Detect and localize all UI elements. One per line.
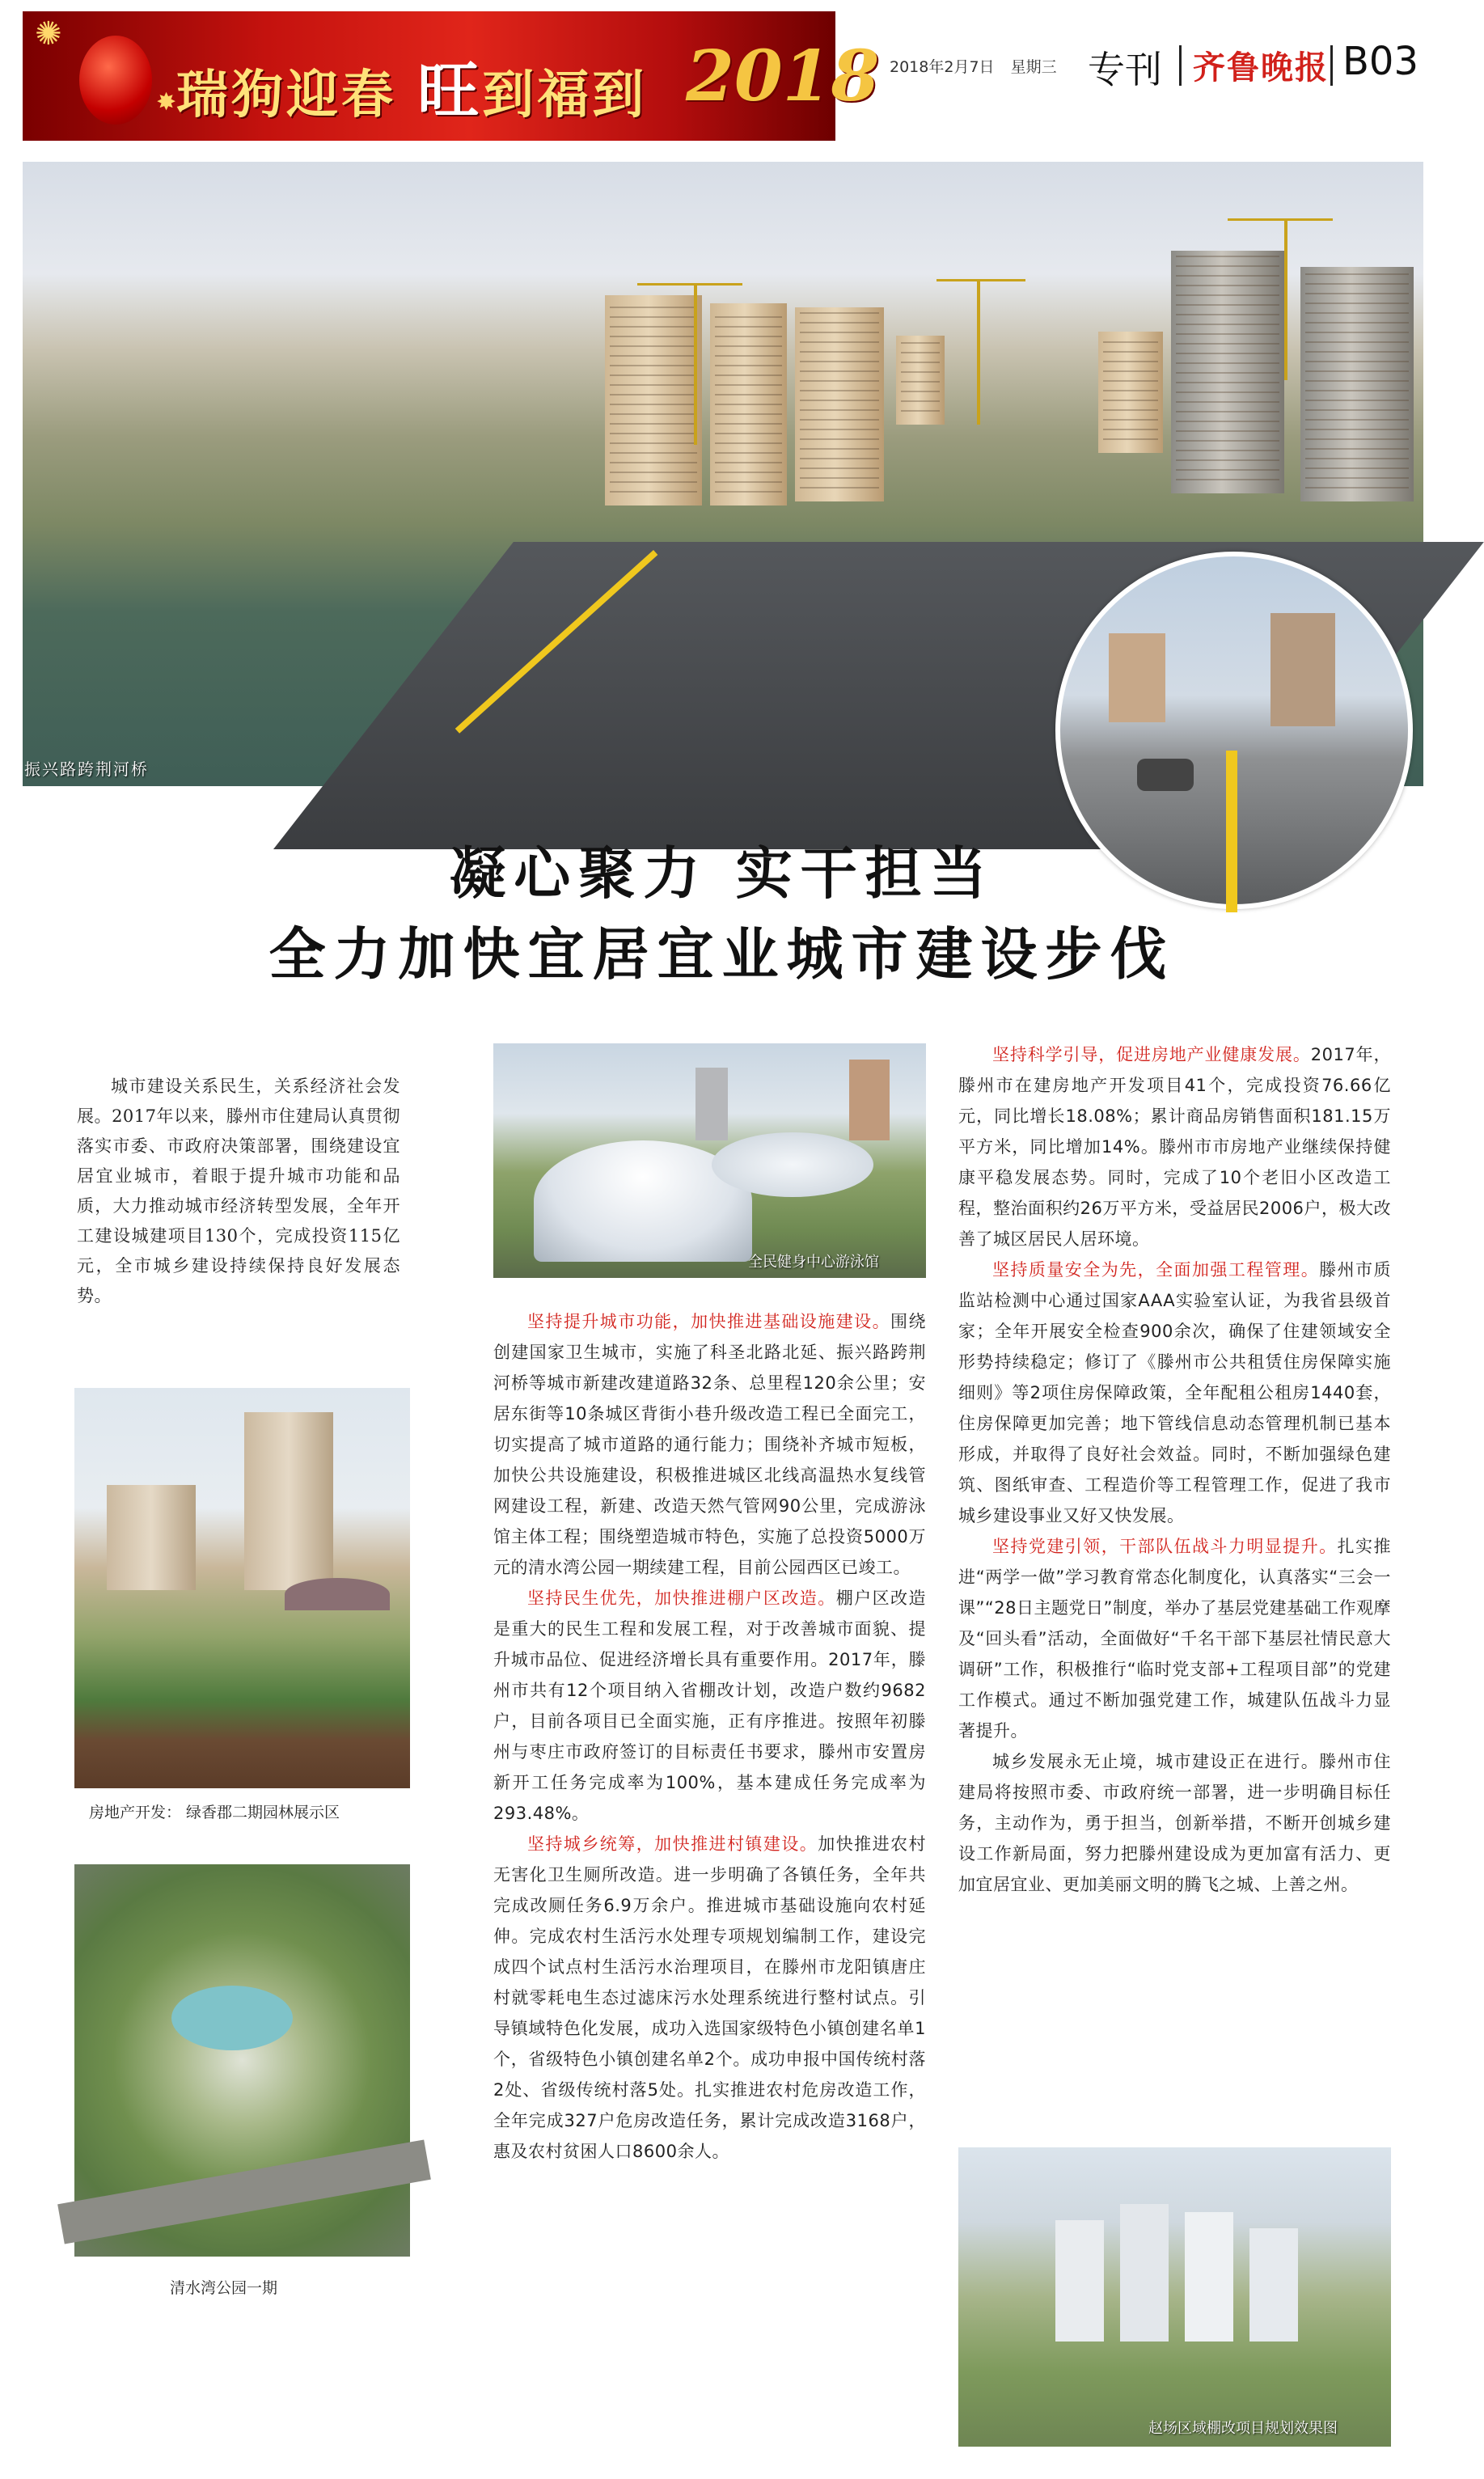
crane [1284,218,1287,380]
paragraph-lead: 坚持提升城市功能，加快推进基础设施建设。 [527,1312,891,1331]
stadium-caption: 全民健身中心游泳馆 [748,1254,879,1271]
building [710,303,787,506]
divider [1179,45,1182,86]
park-caption: 清水湾公园一期 [170,2279,278,2297]
building [1120,2204,1169,2342]
firework-icon: ✸ [156,88,177,116]
paragraph-body: 棚户区改造是重大的民生工程和发展工程，对于改善城市面貌、提升城市品位、促进经济增长具有重要作用。2017年，滕州市共有12个项目纳入省棚改计划，改造户数约9682户，目前各项目已全面实施，正有序推进。按照年初滕州与枣庄市政府签订的目标责任书要求，滕州市安置房新开工任务完成率为100%，基本建成任务完成率为293.48%。 [493,1589,927,1823]
intro-paragraph: 城市建设关系民生，关系经济社会发展。2017年以来，滕州市住建局认真贯彻落实市委、市政府决策部署，围绕建设宜居宜业城市，着眼于提升城市功能和品质，大力推动城市经济转型发展，全年开工建设城建项目130个，完成投资115亿元，全市城乡建设持续保持良好发展态势。 [77,1077,400,1305]
park-aerial-photo [74,1864,410,2257]
article-column-3 [958,1039,1391,1900]
building [795,307,884,501]
hero-caption: 振兴路跨荆河桥 [24,759,149,779]
paragraph-quality [958,1254,1391,1531]
paragraph-party [958,1531,1391,1746]
building [1185,2212,1233,2342]
paragraph-body: 加快推进农村无害化卫生厕所改造。进一步明确了各镇任务，全年共完成改厕任务6.9万余户。推进城市基础设施向农村延伸。完成农村生活污水处理专项规划编制工作，建设完成四个试点村生活污水治理项目，在滕州市龙阳镇唐庄村就零耗电生态过滤床污水处理系统进行整村试点。引导镇域特色化发展，成功入选国家级特色小镇创建名单1个，省级特色小镇创建名单2个。成功申报中国传统村落2处、省级传统村落5处。扎实推进农村危房改造工作，全年完成327户危房改造任务，累计完成改造3168户，惠及农村贫困人口8600余人。 [493,1834,927,2161]
building [1055,2220,1104,2342]
crane-arm [637,283,742,286]
paragraph-real-estate [958,1039,1391,1254]
building [605,295,702,506]
render-caption: 赵场区域棚改项目规划效果图 [1148,2420,1338,2437]
paragraph-shantytown [493,1583,926,1829]
car [1137,759,1194,791]
paragraph-body: 扎实推进“两学一做”学习教育常态化制度化，认真落实“三会一课”“28日主题党日”制度，举办了基层党建基础工作观摩及“回头看”活动，全面做好“千名干部下基层社情民意大调研”工作，积极推行“临时党支部+工程项目部”的党建工作模式。通过不断加强党建工作，城建队伍战斗力显著提升。 [958,1537,1391,1741]
article-column-2 [493,1306,926,2167]
garden-photo [74,1388,410,1788]
banner-year: 2018 [686,36,880,117]
stadium-photo [493,1043,926,1278]
planning-render-photo [958,2147,1391,2447]
building [1109,633,1165,722]
paragraph-infrastructure [493,1306,926,1583]
date-text: 2018年2月7日 [890,58,995,76]
newspaper-name: 齐鲁晚报 [1193,49,1329,87]
paragraph-closing: 城乡发展永无止境，城市建设正在进行。滕州市住建局将按照市委、市政府统一部署，进一步明确目标任务，主动作为，勇于担当，创新举措，不断开创城乡建设工作新局面，努力把滕州建设成为更加富有活力、更加宜居宜业、更加美丽文明的腾飞之城、上善之州。 [958,1752,1391,1894]
divider [1330,45,1333,86]
paragraph-lead: 坚持质量安全为先，全面加强工程管理。 [992,1260,1320,1280]
building [849,1060,890,1140]
paragraph-body: 2017年，滕州市在建房地产开发项目41个，完成投资76.66亿元，同比增长18.08%；累计商品房销售面积181.15万平方米，同比增加14%。滕州市市房地产业继续保持健康平稳发展态势。同时，完成了10个老旧小区改造工程，整治面积约26万平方米，受益居民2006户，极大改善了城区居民人居环境。 [958,1045,1391,1249]
building [244,1412,333,1590]
building [107,1485,196,1590]
banner-slogan: 瑞狗迎春 旺到福到 [176,55,648,127]
building [1171,251,1284,493]
paragraph-rural [493,1829,926,2167]
paragraph-lead: 坚持城乡统筹，加快推进村镇建设。 [527,1834,818,1854]
page-number: B03 [1342,39,1419,84]
paragraph-lead: 坚持民生优先，加快推进棚户区改造。 [527,1589,836,1608]
building [1098,332,1163,453]
building [1300,267,1414,501]
pond [171,1986,293,2050]
paragraph-lead: 坚持党建引领，干部队伍战斗力明显提升。 [992,1537,1338,1556]
weekday-text: 星期三 [1010,58,1057,76]
garden-caption: 房地产开发： 绿香郡二期园林展示区 [89,1804,340,1821]
building [896,336,945,425]
headline-line-2: 全力加快宜居宜业城市建设步伐 [268,921,1175,988]
festival-banner [23,11,880,141]
road [57,2139,431,2244]
building [1249,2228,1298,2342]
umbrella [285,1578,390,1610]
swimming-hall-roof [712,1132,873,1197]
issue-date [890,55,1068,77]
building [1270,613,1335,726]
headline-line-1: 凝心聚力 实干担当 [449,840,995,907]
building [695,1068,728,1140]
crane [694,283,697,445]
lantern-icon [79,36,152,125]
crane [977,279,980,425]
intro-column [77,1072,400,1311]
paragraph-body: 围绕创建国家卫生城市，实施了科圣北路北延、振兴路跨荆河桥等城市新建改建道路32条、总里程120余公里；安居东街等10条城区背街小巷升级改造工程已全面完工，切实提高了城市道路的通行能力；围绕补齐城市短板，加快公共设施建设，积极推进城区北线高温热水复线管网建设工程，新建、改造天然气管网90公里，完成游泳馆主体工程；围绕塑造城市特色，实施了总投资5000万元的清水湾公园一期续建工程，目前公园西区已竣工。 [493,1312,926,1577]
headline [0,833,1444,995]
paragraph-body: 滕州市质监站检测中心通过国家AAA实验室认证，为我省县级首家；全年开展安全检查900余次，确保了住建领域安全形势持续稳定；修订了《滕州市公共租赁住房保障实施细则》等2项住房保障政策，全年配租公租房1440套，住房保障更加完善；地下管线信息动态管理机制已基本形成，并取得了良好社会效益。同时，不断加强绿色建筑、图纸审查、工程造价等工程管理工作，促进了我市城乡建设事业又好又快发展。 [958,1260,1392,1525]
crane-arm [1228,218,1333,221]
crane-arm [936,279,1025,281]
section-label: 专刊 [1088,48,1162,91]
firework-icon: ✺ [35,15,62,53]
paragraph-lead: 坚持科学引导，促进房地产业健康发展。 [992,1045,1311,1064]
